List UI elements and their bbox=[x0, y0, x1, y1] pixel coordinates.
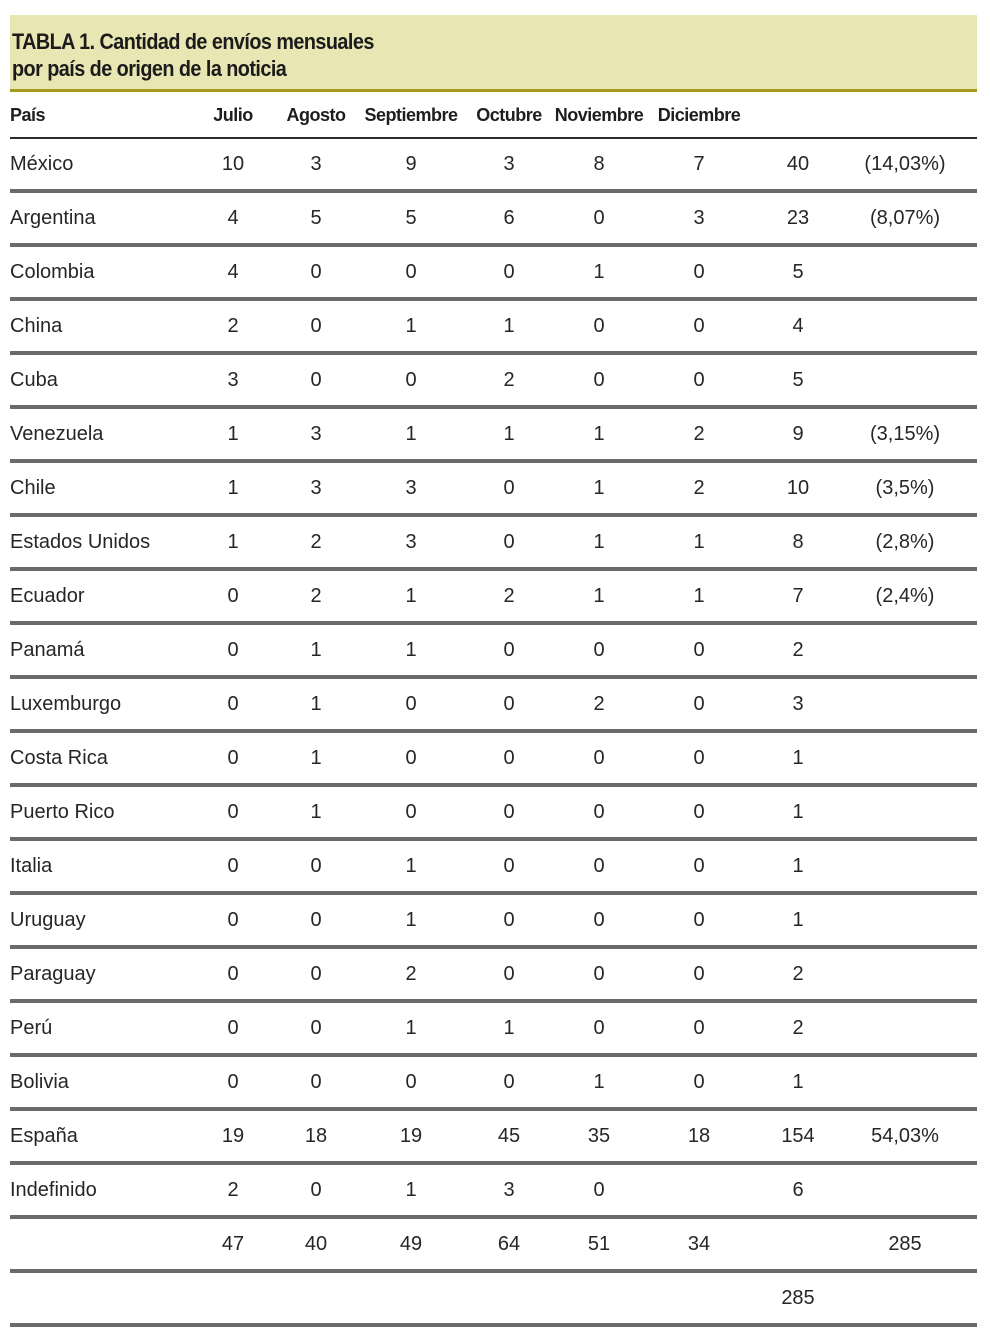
cell-percent: (8,07%) bbox=[869, 206, 941, 229]
cell-noviembre: 0 bbox=[593, 314, 605, 337]
cell-diciembre: 0 bbox=[693, 1070, 705, 1093]
cell-country: Colombia bbox=[10, 260, 95, 283]
cell-diciembre: 0 bbox=[693, 368, 705, 391]
cell-septiembre: 5 bbox=[405, 206, 417, 229]
cell-percent bbox=[855, 625, 955, 675]
cell-julio: 0 bbox=[227, 854, 239, 877]
table-row bbox=[10, 571, 977, 625]
cell-noviembre: 8 bbox=[593, 152, 605, 175]
cell-total: 4 bbox=[792, 314, 804, 337]
table-row bbox=[10, 517, 977, 571]
cell-julio: 0 bbox=[227, 638, 239, 661]
cell-septiembre: 1 bbox=[405, 584, 417, 607]
cell-julio: 0 bbox=[227, 962, 239, 985]
cell-percent: (14,03%) bbox=[864, 152, 946, 175]
cell-country: Estados Unidos bbox=[10, 530, 151, 553]
cell-percent bbox=[855, 787, 955, 837]
cell-country: Paraguay bbox=[10, 962, 96, 985]
cell-noviembre: 1 bbox=[593, 530, 605, 553]
cell-julio: 0 bbox=[227, 1070, 239, 1093]
cell-septiembre: 3 bbox=[405, 476, 417, 499]
cell-noviembre: 0 bbox=[593, 1016, 605, 1039]
cell-noviembre: 0 bbox=[593, 962, 605, 985]
cell-country: Indefinido bbox=[10, 1178, 97, 1201]
cell-diciembre: 3 bbox=[693, 206, 705, 229]
table-row bbox=[10, 139, 977, 193]
cell-total: 23 bbox=[786, 206, 810, 229]
cell-percent bbox=[855, 733, 955, 783]
cell-total: 1 bbox=[792, 746, 804, 769]
table-row bbox=[10, 193, 977, 247]
cell-agosto: 1 bbox=[310, 692, 322, 715]
cell-octubre: 6 bbox=[503, 206, 515, 229]
cell-agosto: 2 bbox=[310, 584, 322, 607]
cell-septiembre: 1 bbox=[405, 854, 417, 877]
cell-percent bbox=[855, 1165, 955, 1215]
cell-noviembre: 0 bbox=[593, 368, 605, 391]
cell-septiembre: 0 bbox=[405, 368, 417, 391]
table-row bbox=[10, 247, 977, 301]
cell-country: España bbox=[10, 1124, 78, 1147]
cell-noviembre: 1 bbox=[593, 584, 605, 607]
cell-country: Ecuador bbox=[10, 584, 85, 607]
cell-octubre: 0 bbox=[503, 962, 515, 985]
cell-noviembre: 51 bbox=[587, 1232, 611, 1255]
cell-noviembre: 0 bbox=[593, 854, 605, 877]
cell-diciembre bbox=[649, 1165, 749, 1215]
cell-noviembre: 1 bbox=[593, 260, 605, 283]
cell-julio: 1 bbox=[227, 530, 239, 553]
cell-septiembre: 19 bbox=[399, 1124, 423, 1147]
cell-country: Italia bbox=[10, 854, 53, 877]
table-row bbox=[10, 1273, 977, 1327]
cell-total: 154 bbox=[781, 1124, 815, 1147]
cell-country: Argentina bbox=[10, 206, 96, 229]
cell-septiembre: 0 bbox=[405, 800, 417, 823]
cell-country: Panamá bbox=[10, 638, 85, 661]
cell-noviembre: 2 bbox=[593, 692, 605, 715]
header-octubre: Octubre bbox=[476, 105, 542, 125]
cell-percent bbox=[855, 1057, 955, 1107]
cell-septiembre: 1 bbox=[405, 422, 417, 445]
cell-octubre: 2 bbox=[503, 368, 515, 391]
cell-total: 6 bbox=[792, 1178, 804, 1201]
cell-country: China bbox=[10, 314, 63, 337]
table-row bbox=[10, 301, 977, 355]
cell-total: 5 bbox=[792, 368, 804, 391]
cell-septiembre: 9 bbox=[405, 152, 417, 175]
table-row bbox=[10, 1003, 977, 1057]
cell-julio: 0 bbox=[227, 1016, 239, 1039]
cell-septiembre: 2 bbox=[405, 962, 417, 985]
cell-diciembre: 18 bbox=[687, 1124, 711, 1147]
cell-agosto: 0 bbox=[310, 1178, 322, 1201]
table-row bbox=[10, 1111, 977, 1165]
cell-total: 1 bbox=[792, 908, 804, 931]
cell-julio: 4 bbox=[227, 260, 239, 283]
cell-septiembre: 0 bbox=[405, 1070, 417, 1093]
cell-septiembre: 0 bbox=[405, 260, 417, 283]
table-row bbox=[10, 1165, 977, 1219]
cell-agosto: 0 bbox=[310, 260, 322, 283]
cell-julio: 2 bbox=[227, 1178, 239, 1201]
cell-septiembre: 1 bbox=[405, 1178, 417, 1201]
cell-percent bbox=[855, 1273, 955, 1323]
cell-octubre: 45 bbox=[497, 1124, 521, 1147]
header-diciembre: Diciembre bbox=[657, 105, 741, 125]
table-row bbox=[10, 841, 977, 895]
cell-agosto: 0 bbox=[310, 854, 322, 877]
header-julio: Julio bbox=[213, 105, 253, 125]
cell-total bbox=[758, 1219, 838, 1269]
cell-agosto: 18 bbox=[304, 1124, 328, 1147]
cell-octubre: 1 bbox=[503, 1016, 515, 1039]
cell-diciembre: 0 bbox=[693, 854, 705, 877]
cell-country: Luxemburgo bbox=[10, 692, 122, 715]
header-pais: País bbox=[10, 105, 46, 125]
cell-julio: 0 bbox=[227, 584, 239, 607]
cell-julio: 3 bbox=[227, 368, 239, 391]
cell-total: 2 bbox=[792, 962, 804, 985]
cell-octubre: 0 bbox=[503, 854, 515, 877]
cell-octubre: 2 bbox=[503, 584, 515, 607]
cell-diciembre: 1 bbox=[693, 584, 705, 607]
cell-octubre: 0 bbox=[503, 638, 515, 661]
cell-agosto: 3 bbox=[310, 152, 322, 175]
cell-septiembre: 1 bbox=[405, 638, 417, 661]
cell-agosto: 40 bbox=[304, 1232, 328, 1255]
cell-julio: 0 bbox=[227, 746, 239, 769]
cell-noviembre: 35 bbox=[587, 1124, 611, 1147]
cell-total: 1 bbox=[792, 800, 804, 823]
cell-agosto: 0 bbox=[310, 1070, 322, 1093]
cell-noviembre: 1 bbox=[593, 476, 605, 499]
cell-total: 40 bbox=[786, 152, 810, 175]
table-row bbox=[10, 949, 977, 1003]
cell-julio bbox=[193, 1273, 273, 1323]
cell-percent: (2,8%) bbox=[875, 530, 935, 553]
cell-percent bbox=[855, 949, 955, 999]
table-title-line-2: por país de origen de la noticia bbox=[12, 56, 287, 81]
cell-agosto: 0 bbox=[310, 314, 322, 337]
cell-total: 7 bbox=[792, 584, 804, 607]
table-title-box bbox=[10, 15, 977, 92]
cell-country: México bbox=[10, 152, 74, 175]
table-row bbox=[10, 733, 977, 787]
cell-julio: 2 bbox=[227, 314, 239, 337]
cell-noviembre: 1 bbox=[593, 1070, 605, 1093]
table-row bbox=[10, 409, 977, 463]
table-row bbox=[10, 895, 977, 949]
cell-noviembre: 0 bbox=[593, 1178, 605, 1201]
cell-country bbox=[10, 1219, 210, 1269]
table-row bbox=[10, 787, 977, 841]
cell-julio: 0 bbox=[227, 800, 239, 823]
cell-octubre: 0 bbox=[503, 800, 515, 823]
cell-septiembre: 0 bbox=[405, 746, 417, 769]
cell-diciembre: 0 bbox=[693, 260, 705, 283]
cell-diciembre: 0 bbox=[693, 692, 705, 715]
cell-country: Costa Rica bbox=[10, 746, 108, 769]
cell-diciembre: 0 bbox=[693, 638, 705, 661]
cell-country: Cuba bbox=[10, 368, 58, 391]
cell-diciembre: 1 bbox=[693, 530, 705, 553]
cell-septiembre: 0 bbox=[405, 692, 417, 715]
cell-agosto: 0 bbox=[310, 368, 322, 391]
cell-octubre: 0 bbox=[503, 908, 515, 931]
cell-julio: 47 bbox=[221, 1232, 245, 1255]
cell-percent: (3,15%) bbox=[869, 422, 941, 445]
cell-agosto: 1 bbox=[310, 800, 322, 823]
cell-noviembre: 0 bbox=[593, 746, 605, 769]
cell-octubre: 3 bbox=[503, 1178, 515, 1201]
cell-octubre: 0 bbox=[503, 476, 515, 499]
cell-agosto: 1 bbox=[310, 746, 322, 769]
cell-julio: 10 bbox=[221, 152, 245, 175]
cell-percent bbox=[855, 247, 955, 297]
cell-diciembre: 34 bbox=[687, 1232, 711, 1255]
cell-noviembre: 1 bbox=[593, 422, 605, 445]
cell-country: Venezuela bbox=[10, 422, 104, 445]
table-header-row bbox=[10, 94, 977, 139]
cell-country bbox=[10, 1273, 210, 1323]
table-row bbox=[10, 1057, 977, 1111]
table-row bbox=[10, 355, 977, 409]
cell-total: 9 bbox=[792, 422, 804, 445]
cell-total: 1 bbox=[792, 1070, 804, 1093]
cell-total: 1 bbox=[792, 854, 804, 877]
header-noviembre: Noviembre bbox=[554, 105, 644, 125]
cell-agosto: 0 bbox=[310, 908, 322, 931]
cell-octubre: 1 bbox=[503, 422, 515, 445]
cell-agosto: 5 bbox=[310, 206, 322, 229]
cell-country: Uruguay bbox=[10, 908, 86, 931]
header-septiembre: Septiembre bbox=[364, 105, 458, 125]
table-row bbox=[10, 625, 977, 679]
cell-julio: 1 bbox=[227, 476, 239, 499]
table-row bbox=[10, 463, 977, 517]
cell-agosto: 2 bbox=[310, 530, 322, 553]
cell-percent bbox=[855, 301, 955, 351]
cell-percent bbox=[855, 895, 955, 945]
cell-diciembre: 7 bbox=[693, 152, 705, 175]
cell-octubre: 0 bbox=[503, 1070, 515, 1093]
cell-diciembre: 0 bbox=[693, 908, 705, 931]
cell-diciembre: 0 bbox=[693, 962, 705, 985]
cell-agosto: 0 bbox=[310, 962, 322, 985]
cell-diciembre: 2 bbox=[693, 476, 705, 499]
cell-agosto: 3 bbox=[310, 476, 322, 499]
cell-octubre: 0 bbox=[503, 746, 515, 769]
cell-octubre: 0 bbox=[503, 260, 515, 283]
cell-percent bbox=[855, 841, 955, 891]
cell-agosto: 0 bbox=[310, 1016, 322, 1039]
cell-diciembre: 0 bbox=[693, 1016, 705, 1039]
cell-septiembre: 49 bbox=[399, 1232, 423, 1255]
cell-total: 2 bbox=[792, 1016, 804, 1039]
cell-octubre: 3 bbox=[503, 152, 515, 175]
cell-percent: (3,5%) bbox=[875, 476, 935, 499]
cell-total: 8 bbox=[792, 530, 804, 553]
cell-julio: 0 bbox=[227, 908, 239, 931]
cell-total: 3 bbox=[792, 692, 804, 715]
cell-percent: 54,03% bbox=[871, 1124, 939, 1147]
cell-julio: 19 bbox=[221, 1124, 245, 1147]
cell-octubre: 0 bbox=[503, 692, 515, 715]
cell-octubre bbox=[469, 1273, 549, 1323]
cell-total: 5 bbox=[792, 260, 804, 283]
cell-octubre: 0 bbox=[503, 530, 515, 553]
cell-julio: 1 bbox=[227, 422, 239, 445]
cell-percent bbox=[855, 679, 955, 729]
cell-septiembre: 3 bbox=[405, 530, 417, 553]
cell-noviembre: 0 bbox=[593, 908, 605, 931]
table-row bbox=[10, 679, 977, 733]
cell-septiembre: 1 bbox=[405, 314, 417, 337]
cell-country: Puerto Rico bbox=[10, 800, 115, 823]
cell-total: 2 bbox=[792, 638, 804, 661]
cell-agosto: 3 bbox=[310, 422, 322, 445]
table-row bbox=[10, 1219, 977, 1273]
cell-noviembre: 0 bbox=[593, 206, 605, 229]
cell-total: 10 bbox=[786, 476, 810, 499]
cell-agosto bbox=[276, 1273, 356, 1323]
cell-septiembre: 1 bbox=[405, 1016, 417, 1039]
cell-country: Bolivia bbox=[10, 1070, 69, 1093]
cell-septiembre: 1 bbox=[405, 908, 417, 931]
cell-percent: 285 bbox=[888, 1232, 922, 1255]
cell-noviembre: 0 bbox=[593, 638, 605, 661]
cell-country: Chile bbox=[10, 476, 56, 499]
cell-noviembre bbox=[549, 1273, 649, 1323]
cell-diciembre: 2 bbox=[693, 422, 705, 445]
cell-septiembre bbox=[361, 1273, 461, 1323]
table-title-line-1: TABLA 1. Cantidad de envíos mensuales bbox=[12, 29, 374, 54]
cell-agosto: 1 bbox=[310, 638, 322, 661]
cell-octubre: 1 bbox=[503, 314, 515, 337]
cell-percent bbox=[855, 1003, 955, 1053]
cell-diciembre: 0 bbox=[693, 800, 705, 823]
header-agosto: Agosto bbox=[286, 105, 346, 125]
cell-diciembre: 0 bbox=[693, 746, 705, 769]
cell-percent: (2,4%) bbox=[875, 584, 935, 607]
cell-diciembre: 0 bbox=[693, 314, 705, 337]
cell-octubre: 64 bbox=[497, 1232, 521, 1255]
cell-julio: 4 bbox=[227, 206, 239, 229]
cell-country: Perú bbox=[10, 1016, 53, 1039]
cell-total: 285 bbox=[781, 1286, 815, 1309]
cell-julio: 0 bbox=[227, 692, 239, 715]
cell-percent bbox=[855, 355, 955, 405]
cell-noviembre: 0 bbox=[593, 800, 605, 823]
cell-diciembre bbox=[649, 1273, 749, 1323]
